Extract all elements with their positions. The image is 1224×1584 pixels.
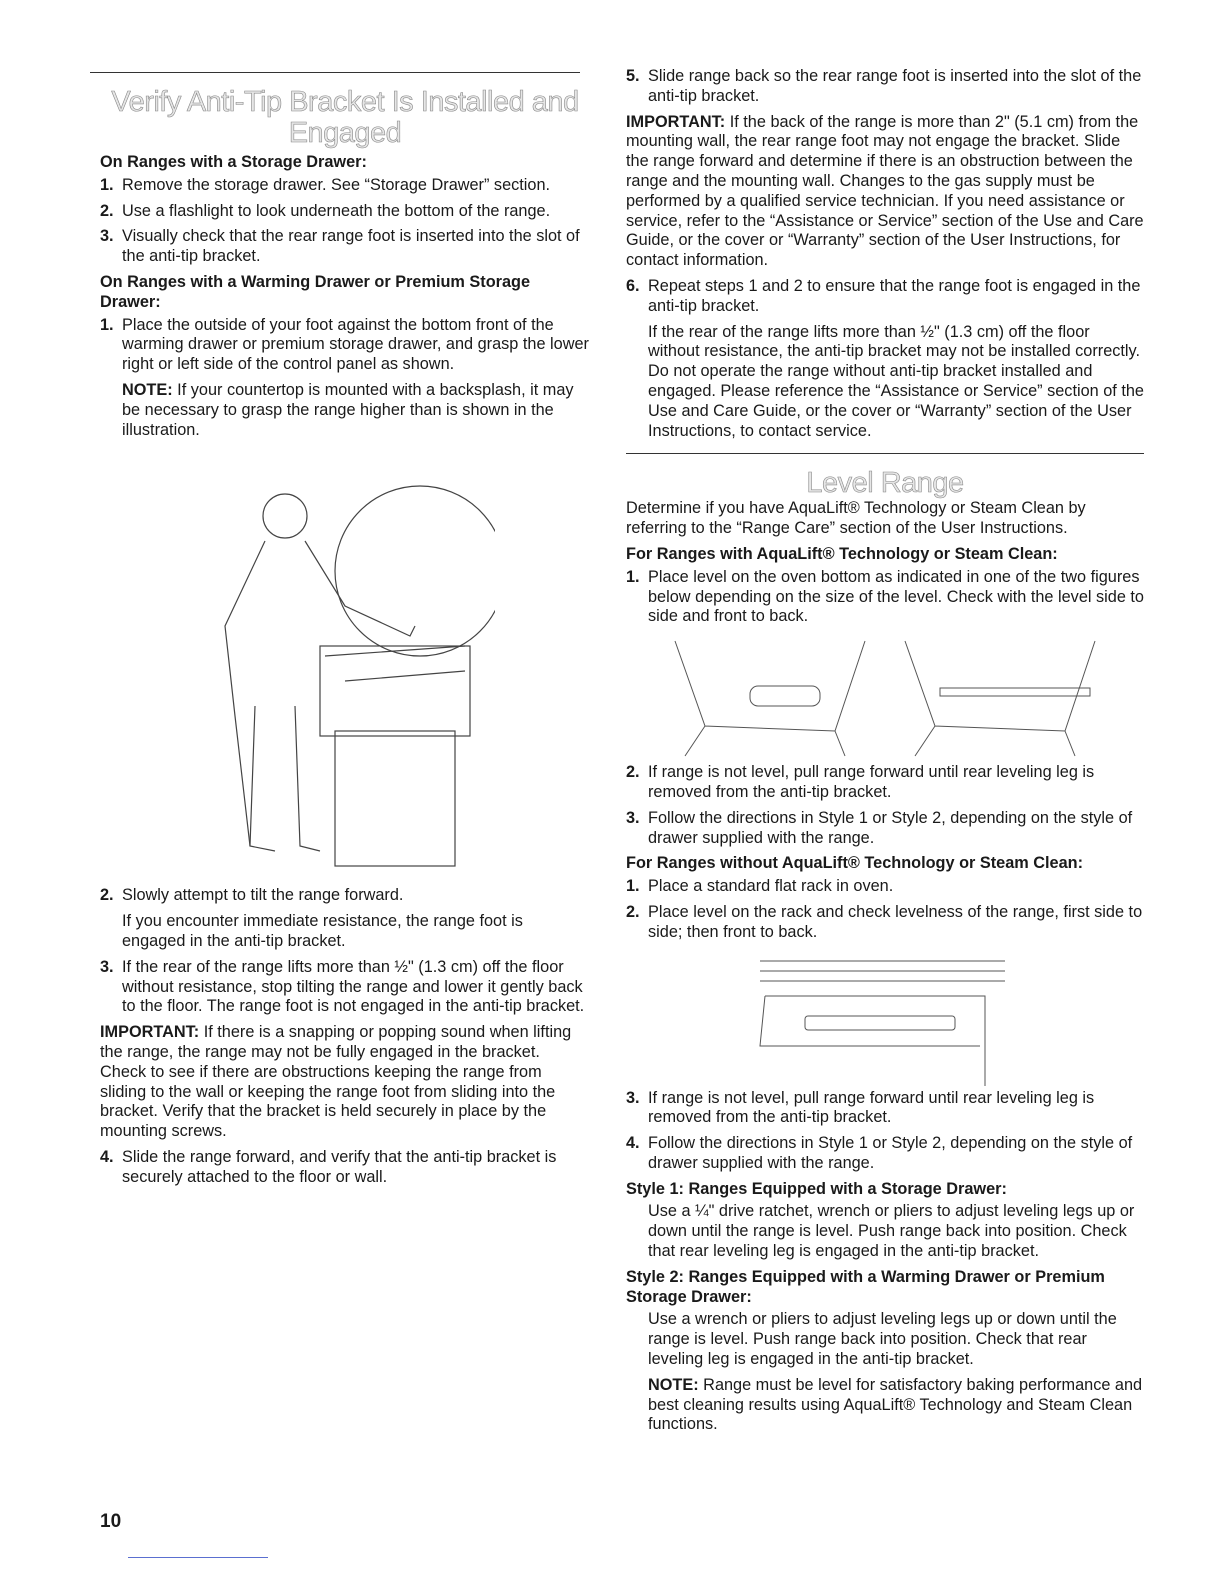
list-item: 1. Place level on the oven bottom as indicated in one of the two figures below depending on the size of the level. Check with the level side to side and front to back. (626, 567, 1144, 626)
important-note: IMPORTANT: If the back of the range is more than 2" (5.1 cm) from the mounting wall, the rear range foot may not engage the bracket. Slide the range forward and determine if there is an obstruction between the range and the mounting wall. Changes to the gas supply must be performed by a qualified service technician. If you need assistance or service, refer to the “Assistance or Service” section of the Use and Care Guide, or the cover or “Warranty” section of the User Instructions, for contact information. (626, 112, 1144, 270)
illustration-person-tilting-range (100, 446, 590, 886)
list-item: 1. Place a standard flat rack in oven. (626, 877, 894, 896)
list-item: 2. If range is not level, pull range forward until rear leveling leg is removed from the anti-tip bracket. (626, 763, 1095, 801)
list-item: 3. If range is not level, pull range forward until rear leveling leg is removed from the anti-tip bracket. (626, 1088, 1095, 1127)
paragraph: Use a ¼" drive ratchet, wrench or pliers to adjust leveling legs up or down until the range is level. Push range back into position. Check that rear leveling leg is engaged in the anti-tip bracket. (648, 1202, 1135, 1261)
list-item: 3. Visually check that the rear range foot is inserted into the slot of the anti-tip bracket. (100, 227, 580, 266)
left-column (100, 0, 590, 1194)
section-heading: Verify Anti-Tip Bracket Is Installed and Engaged (111, 86, 579, 149)
list-item: 4. Follow the directions in Style 1 or Style 2, depending on the style of drawer supplied with the range. (626, 1134, 1133, 1172)
subheading: For Ranges without AquaLift® Technology or Steam Clean: (626, 854, 1084, 873)
footer-line (128, 1557, 268, 1558)
list-item: 5. Slide range back so the rear range foot is inserted into the slot of the anti-tip bracket. (626, 67, 1142, 105)
divider (90, 72, 580, 73)
note: NOTE: Range must be level for satisfactory baking performance and best cleaning results using AquaLift® Technology and Steam Clean functions. (648, 1375, 1143, 1434)
note: NOTE: If your countertop is mounted with a backsplash, it may be necessary to grasp the range higher than is shown in the illustration. (122, 380, 574, 439)
subheading: On Ranges with a Storage Drawer: (100, 153, 367, 171)
subheading: On Ranges with a Warming Drawer or Premium Storage Drawer: (100, 272, 531, 311)
list-item: 3. If the rear of the range lifts more than ½" (1.3 cm) off the floor without resistance, stop tilting the range and lower it gently back to the floor. The range foot is not engaged in the anti-tip bracket. (100, 957, 585, 1016)
subheading: Style 2: Ranges Equipped with a Warming Drawer or Premium Storage Drawer: (626, 1267, 1105, 1306)
paragraph: Determine if you have AquaLift® Technology or Steam Clean by referring to the “Range Care” section of the User Instructions. (626, 499, 1086, 538)
right-column (626, 0, 1144, 1441)
list-item: 1. Place the outside of your foot against the bottom front of the warming drawer or premium storage drawer, and grasp the lower right or left side of the control panel as shown. (100, 315, 589, 374)
list-item: 2. Use a flashlight to look underneath the bottom of the range. (100, 201, 551, 220)
paragraph: Use a wrench or pliers to adjust leveling legs up or down until the range is level. Push range back into position. Check that rear leveling leg is engaged in the anti-tip bracket. (648, 1310, 1117, 1369)
section-heading: Level Range (806, 467, 964, 500)
important-note: IMPORTANT: If there is a snapping or popping sound when lifting the range, the range may not be fully engaged in the bracket. Check to see if there are obstructions keeping the range from sliding to the wall or keeping the range foot from sliding into the bracket. Verify that the bracket is held securely in place by the mounting screws. (100, 1023, 572, 1141)
paragraph: If you encounter immediate resistance, the range foot is engaged in the anti-tip bracket. (122, 912, 523, 950)
divider (626, 453, 1144, 454)
list-item: 1. Remove the storage drawer. See “Storage Drawer” section. (100, 175, 551, 194)
list-item: 4. Slide the range forward, and verify that the anti-tip bracket is securely attached to the floor or wall. (100, 1147, 557, 1186)
subheading: Style 1: Ranges Equipped with a Storage Drawer: (626, 1179, 1007, 1198)
page-number: 10 (100, 1511, 122, 1532)
illustration-oven-level (626, 633, 1144, 763)
subheading: For Ranges with AquaLift® Technology or Steam Clean: (626, 544, 1058, 563)
list-item: 6. Repeat steps 1 and 2 to ensure that the range foot is engaged in the anti-tip bracket. (626, 276, 1141, 315)
list-item: 3. Follow the directions in Style 1 or Style 2, depending on the style of drawer supplied with the range. (626, 808, 1133, 847)
paragraph: If the rear of the range lifts more than ½" (1.3 cm) off the floor without resistance, the anti-tip bracket may not be installed correctly. Do not operate the range without anti-tip bracket installed and engaged. Please reference the “Assistance or Service” section of the Use and Care Guide, or the cover or “Warranty” section of the User Instructions, to contact service. (648, 322, 1144, 440)
illustration-rack-level (626, 949, 1144, 1089)
list-item: 2. Slowly attempt to tilt the range forward. (100, 886, 404, 905)
list-item: 2. Place level on the rack and check levelness of the range, first side to side; then front to back. (626, 902, 1143, 941)
